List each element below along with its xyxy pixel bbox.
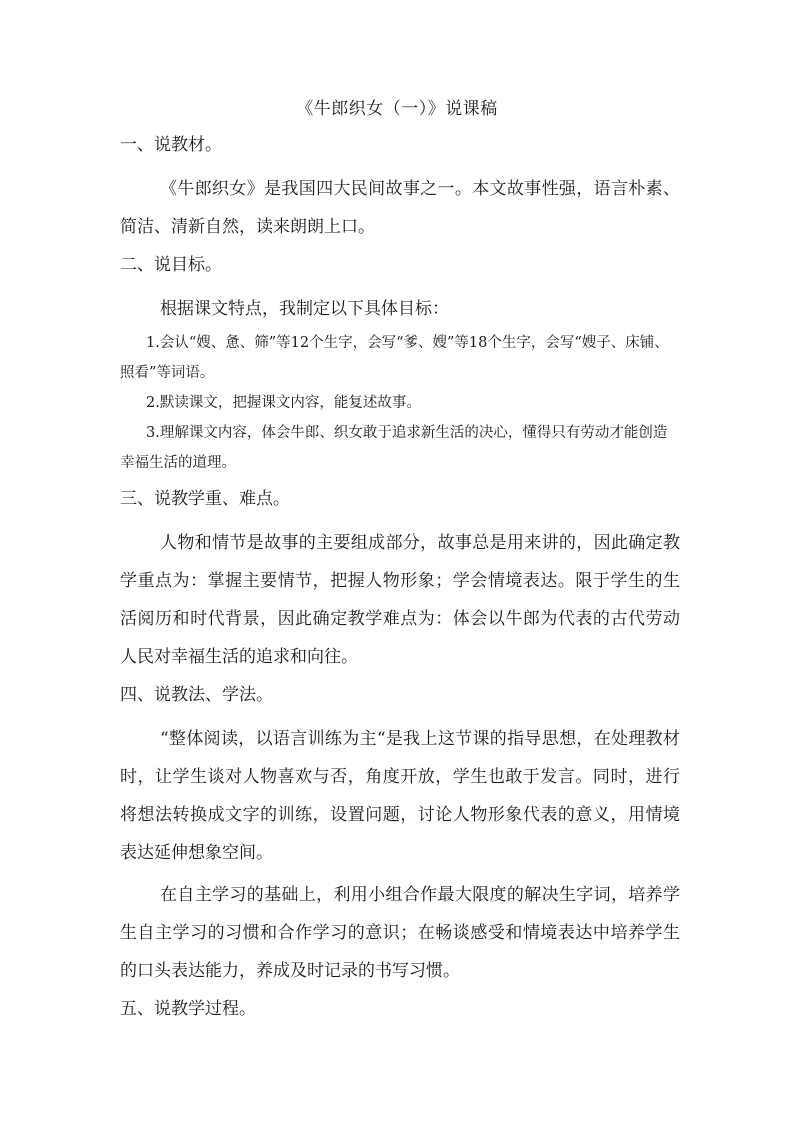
paragraph-goals-intro: 根据课文特点，我制定以下具体目标： <box>160 299 449 319</box>
goal-item-3: 3.理解课文内容，体会牛郎、织女敢于追求新生活的决心，懂得只有劳动才能创造幸福生活的道理。 <box>120 425 668 471</box>
paragraph-methods-2: 在自主学习的基础上，利用小组合作最大限度的解决生字词，培养学生自主学习的习惯和合作学习的意识；在畅谈感受和情境表达中培养学生的口头表达能力，养成及时记录的书写习惯。 <box>120 885 680 981</box>
paragraph-methods-1: “整体阅读，以语言训练为主“是我上这节课的指导思想，在处理教材时，让学生谈对人物喜欢与否，角度开放，学生也敢于发言。同时，进行将想法转换成文字的训练，设置问题，讨论人物形象代表的意义，用情境表达延伸想象空间。 <box>120 729 680 863</box>
section-heading-key-points: 三、说教学重、难点。 <box>120 489 290 509</box>
goal-item-1: 1.会认“嫂、惫、筛”等12个生字，会写“爹、嫂”等18个生字，会写“嫂子、床铺、照看”等词语。 <box>120 335 669 381</box>
section-heading-process: 五、说教学过程。 <box>120 999 256 1019</box>
section-heading-goals: 二、说目标。 <box>120 255 222 275</box>
document-title: 《牛郎织女（一）》说课稿 <box>296 99 498 119</box>
paragraph-key-points: 人物和情节是故事的主要组成部分，故事总是用来讲的，因此确定教学重点为：掌握主要情节，把握人物形象；学会情境表达。限于学生的生活阅历和时代背景，因此确定教学难点为：体会以牛郎为代表的古代劳动人民对幸福生活的追求和向往。 <box>120 533 680 667</box>
paragraph-textbook: 《牛郎织女》是我国四大民间故事之一。本文故事性强，语言朴素、简洁、清新自然，读来朗朗上口。 <box>120 179 680 237</box>
document-body <box>120 130 680 1034</box>
section-heading-textbook: 一、说教材。 <box>120 135 222 155</box>
goal-item-2: 2.默读课文，把握课文内容，能复述故事。 <box>146 395 421 411</box>
section-heading-methods: 四、说教法、学法。 <box>120 685 273 705</box>
